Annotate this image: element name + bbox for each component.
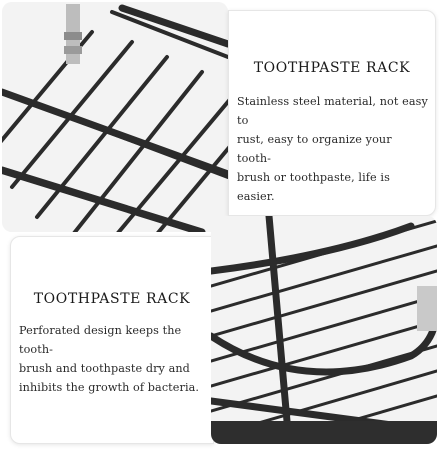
card-title: TOOTHPASTE RACK bbox=[253, 60, 411, 76]
card-title: TOOTHPASTE RACK bbox=[33, 291, 191, 307]
card-description bbox=[19, 321, 207, 397]
description-line: Perforated design keeps the tooth- bbox=[19, 324, 182, 356]
feature-card-bottom bbox=[10, 236, 214, 444]
description-line: brush and toothpaste dry and bbox=[19, 362, 190, 375]
description-line: Stainless steel material, not easy to bbox=[237, 95, 428, 127]
description-line: brush or toothpaste, life is easier. bbox=[237, 171, 390, 203]
product-photo-top bbox=[2, 2, 228, 232]
description-line: rust, easy to organize your tooth- bbox=[237, 133, 392, 165]
product-photo-bottom bbox=[211, 216, 437, 444]
rack-closeup-image bbox=[2, 2, 228, 232]
description-line: inhibits the growth of bacteria. bbox=[19, 381, 200, 394]
feature-card-top bbox=[228, 10, 436, 216]
card-description bbox=[237, 92, 429, 206]
rack-tray-image bbox=[211, 216, 437, 444]
